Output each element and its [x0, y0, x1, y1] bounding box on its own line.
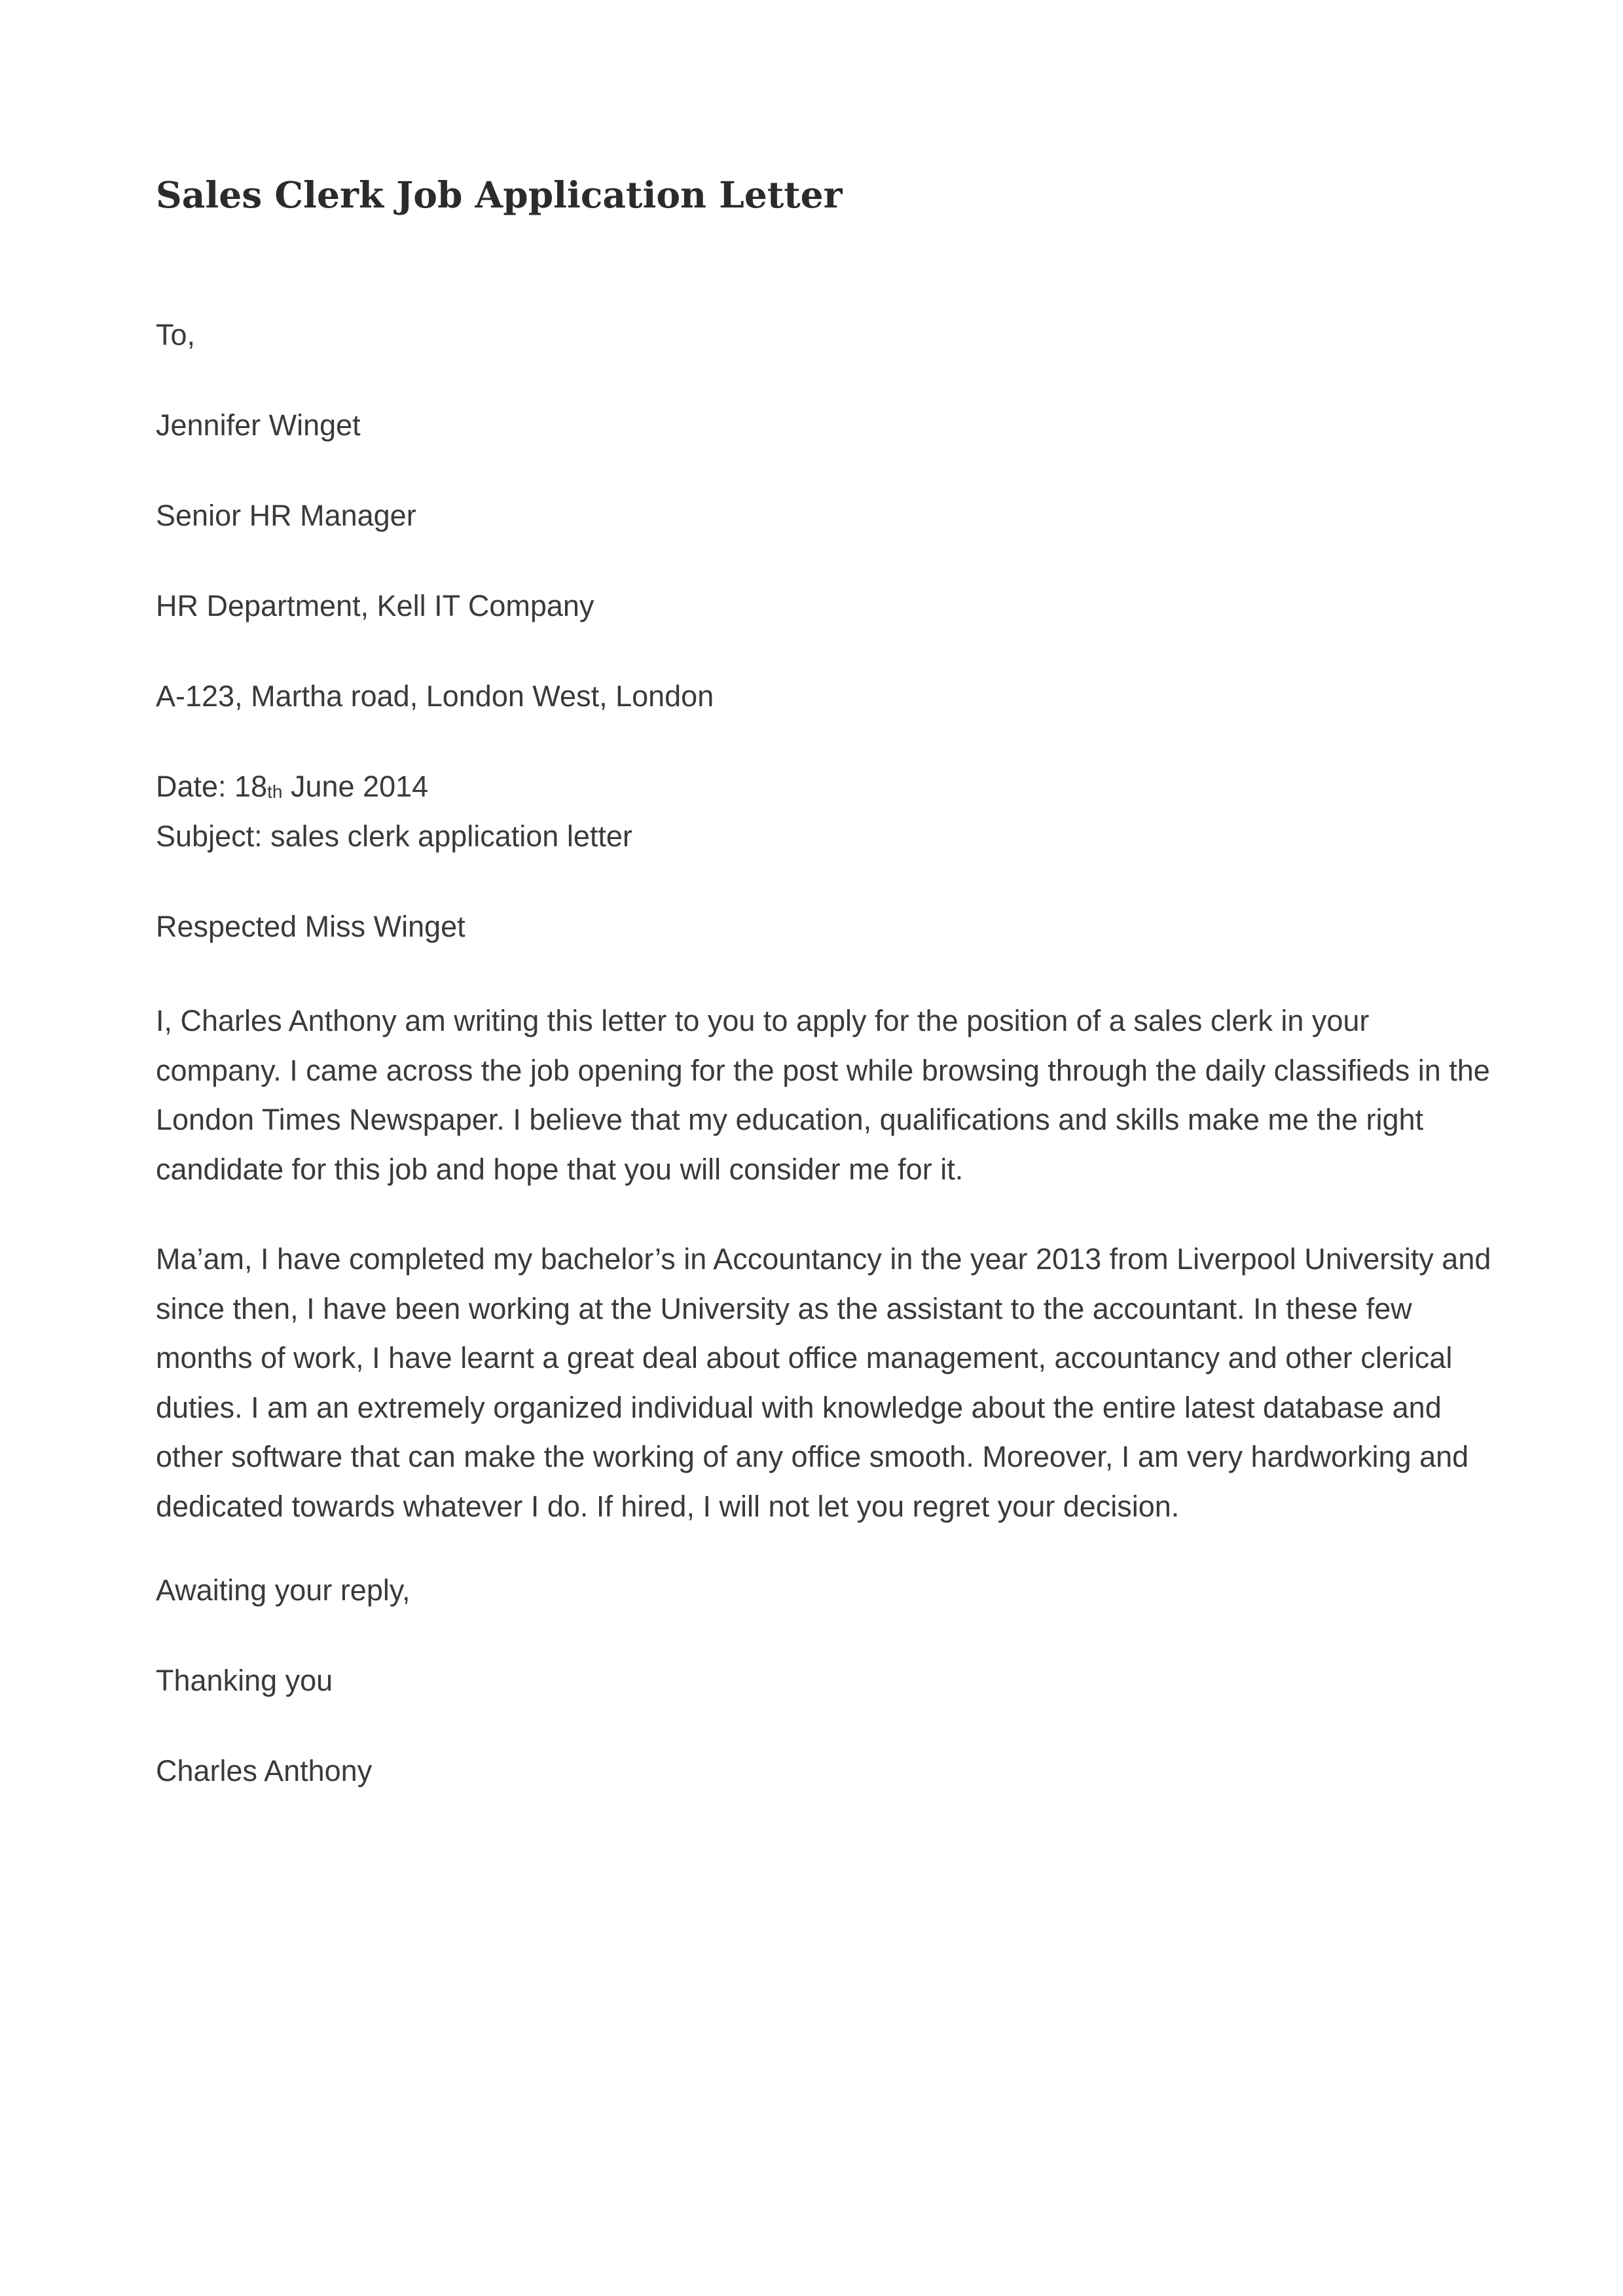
- paragraph-line: duties. I am an extremely organized individual with knowledge about the entire latest database and: [156, 1390, 1442, 1424]
- paragraph-line: months of work, I have learnt a great deal about office management, accountancy and other clerical: [156, 1341, 1453, 1374]
- paragraph-line: London Times Newspaper. I believe that my education, qualifications and skills make me the right: [156, 1103, 1424, 1136]
- paragraph-line: dedicated towards whatever I do. If hired, I will not let you regret your decision.: [156, 1489, 1180, 1523]
- paragraph-line: since then, I have been working at the University as the assistant to the accountant. In these few: [156, 1291, 1412, 1325]
- recipient-position: Senior HR Manager: [156, 499, 416, 532]
- date-suffix: June 2014: [282, 770, 429, 803]
- signature-name: Charles Anthony: [156, 1754, 373, 1787]
- recipient-address: A-123, Martha road, London West, London: [156, 679, 714, 713]
- paragraph-line: candidate for this job and hope that you will consider me for it.: [156, 1152, 964, 1186]
- letter-greeting: Respected Miss Winget: [156, 910, 465, 943]
- body-paragraph-1: [156, 996, 1491, 1194]
- date-ordinal: th: [267, 781, 283, 802]
- body-paragraph-2: [156, 1234, 1491, 1531]
- recipient-name: Jennifer Winget: [156, 408, 361, 442]
- paragraph-line: I, Charles Anthony am writing this letter to you to apply for the position of a sales clerk in your: [156, 1004, 1370, 1037]
- closing-thanks: Thanking you: [156, 1664, 333, 1697]
- letter-title: Sales Clerk Job Application Letter: [156, 173, 843, 216]
- paragraph-line: Ma’am, I have completed my bachelor’s in Accountancy in the year 2013 from Liverpool University and: [156, 1242, 1491, 1276]
- letter-subject: Subject: sales clerk application letter: [156, 819, 632, 853]
- paragraph-line: other software that can make the working of any office smooth. Moreover, I am very hardworking and: [156, 1440, 1469, 1473]
- date-prefix: Date: 18: [156, 770, 268, 803]
- letter-date: [156, 767, 428, 812]
- closing-awaiting: Awaiting your reply,: [156, 1573, 410, 1607]
- paragraph-line: company. I came across the job opening for the post while browsing through the daily classifieds in the: [156, 1053, 1490, 1087]
- salutation-to: To,: [156, 318, 196, 351]
- recipient-department: HR Department, Kell IT Company: [156, 589, 594, 622]
